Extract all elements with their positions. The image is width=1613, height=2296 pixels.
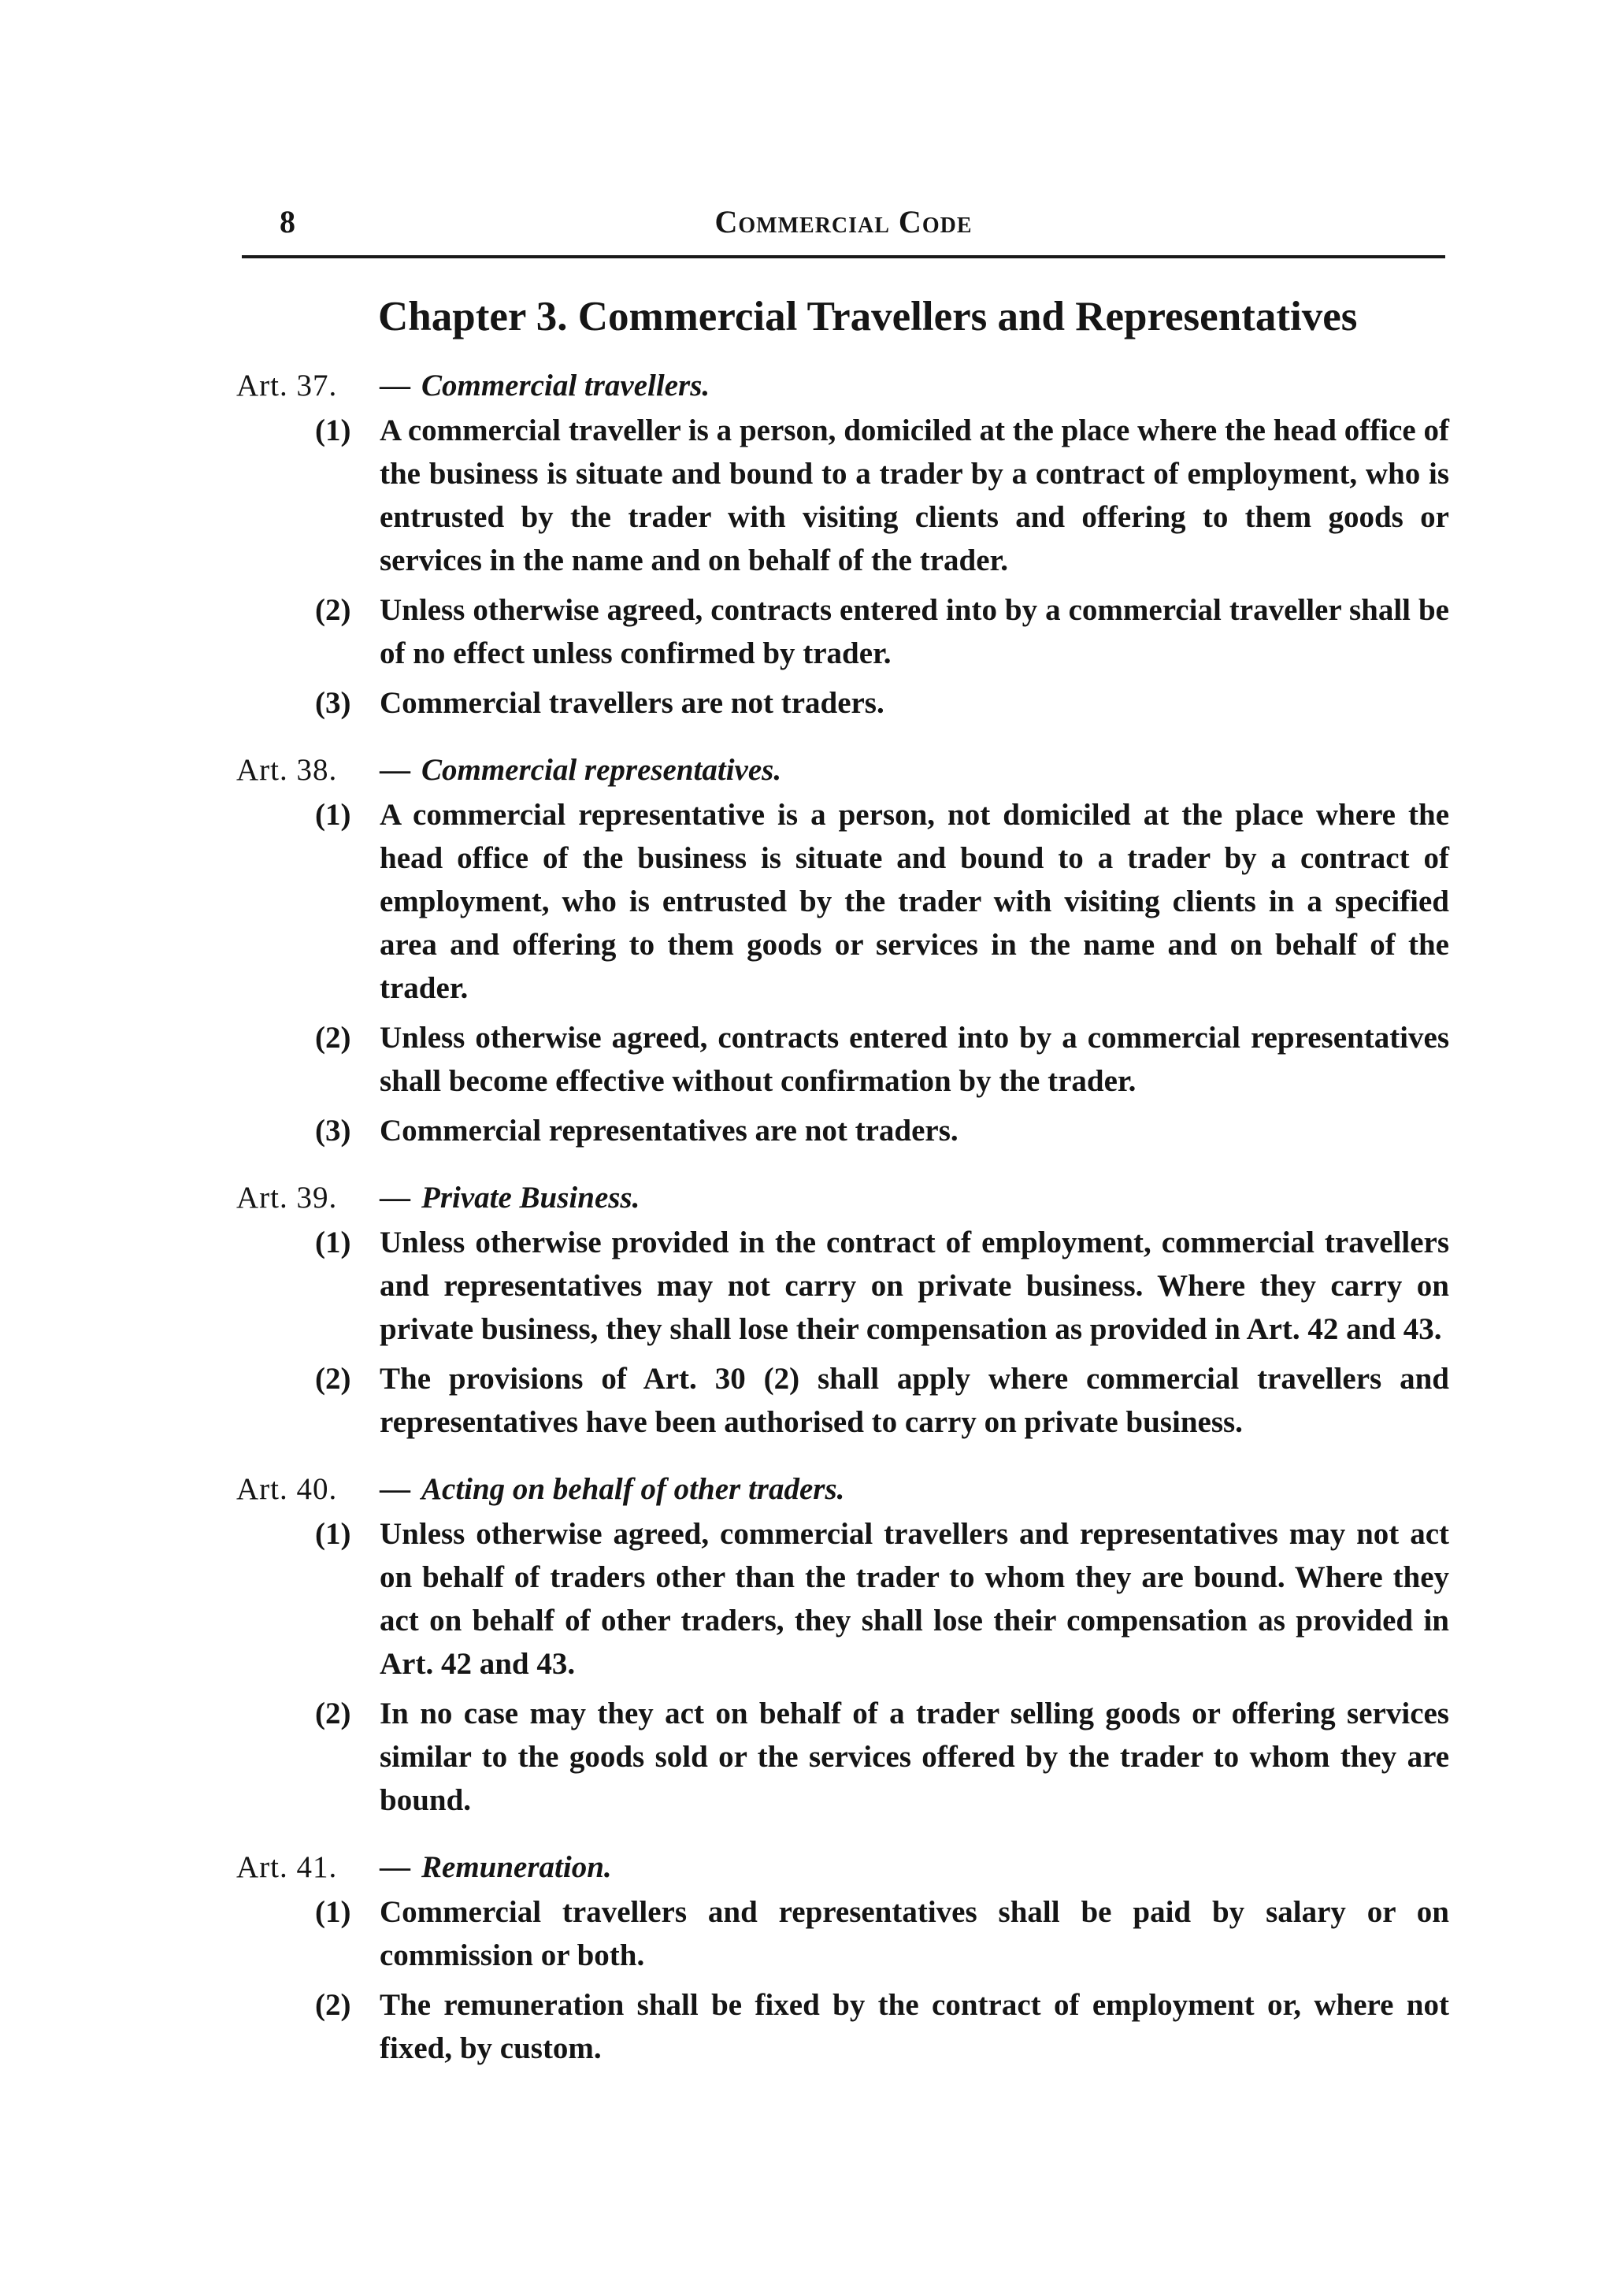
paragraph: [236, 793, 1449, 1010]
article-dash: —: [380, 1850, 410, 1884]
article-heading: [236, 1467, 1449, 1511]
article-heading: [236, 1176, 1449, 1219]
article-title-text: Private Business.: [421, 1181, 640, 1215]
paragraph-text: A commercial traveller is a person, domiciled at the place where the head office of the business is situate and bound to a trader by a contract of employment, who is entrusted by the trader with visiting clients and offering to them goods or services in the name and on behalf of the trader.: [380, 414, 1449, 577]
article-dash: —: [380, 1181, 410, 1215]
article-dash: —: [380, 1472, 410, 1506]
paragraph-number: (2): [315, 1021, 351, 1055]
page-body: [236, 364, 1449, 2094]
page-number: 8: [280, 204, 295, 239]
paragraph: [236, 1221, 1449, 1351]
paragraph-number: (1): [315, 798, 351, 832]
paragraph-number: (2): [315, 593, 351, 627]
article-number: Art. 37.: [236, 369, 338, 402]
article-title-text: Commercial travellers.: [421, 369, 710, 402]
article-title: [380, 1467, 844, 1511]
paragraph-text: Unless otherwise provided in the contract of employment, commercial travellers and representatives may not carry on private business. Where they carry on private business, they shall lose their compensation as provided in Art. 42 and 43.: [380, 1226, 1449, 1346]
paragraph: [236, 1512, 1449, 1686]
article-title: [380, 364, 710, 407]
paragraph: [236, 1357, 1449, 1444]
article-number: Art. 41.: [236, 1850, 338, 1884]
article-heading: [236, 1845, 1449, 1889]
paragraph-text: In no case may they act on behalf of a trader selling goods or offering services similar to the goods sold or the services offered by the trader to whom they are bound.: [380, 1697, 1449, 1817]
paragraph: [236, 409, 1449, 582]
paragraph-text: The provisions of Art. 30 (2) shall apply where commercial travellers and representatives have been authorised to carry on private business.: [380, 1362, 1449, 1439]
article-title: [380, 1845, 612, 1889]
chapter-title: Chapter 3. Commercial Travellers and Representatives: [378, 294, 1358, 339]
article-37: [236, 364, 1449, 725]
article-number: Art. 38.: [236, 753, 338, 787]
paragraph: [236, 1692, 1449, 1822]
paragraph-number: (2): [315, 1697, 351, 1730]
paragraph-text: Unless otherwise agreed, commercial travellers and representatives may not act on behalf of traders other than the trader to whom they are bound. Where they act on behalf of other traders, they shall lose their compensation as provided in Art. 42 and 43.: [380, 1517, 1449, 1681]
header-rule: [242, 255, 1445, 258]
paragraph-number: (1): [315, 1895, 351, 1929]
article-number: Art. 39.: [236, 1181, 338, 1215]
paragraph: [236, 1109, 1449, 1152]
paragraph-text: Commercial travellers and representatives shall be paid by salary or on commission or both.: [380, 1895, 1449, 1972]
paragraph: [236, 681, 1449, 725]
paragraph-number: (3): [315, 1114, 351, 1148]
article-title-text: Commercial representatives.: [421, 753, 782, 787]
article-38: [236, 748, 1449, 1152]
article-heading: [236, 364, 1449, 407]
paragraph-text: Commercial travellers are not traders.: [380, 686, 884, 720]
article-title: [380, 1176, 640, 1219]
article-41: [236, 1845, 1449, 2070]
article-title: [380, 748, 781, 792]
paragraph-text: Unless otherwise agreed, contracts entered into by a commercial traveller shall be of no effect unless confirmed by trader.: [380, 593, 1449, 670]
paragraph: [236, 1016, 1449, 1103]
paragraph-text: Commercial representatives are not traders.: [380, 1114, 959, 1148]
paragraph-number: (3): [315, 686, 351, 720]
paragraph-number: (1): [315, 1517, 351, 1551]
article-number: Art. 40.: [236, 1472, 338, 1506]
article-39: [236, 1176, 1449, 1444]
paragraph-number: (1): [315, 414, 351, 447]
paragraph-text: A commercial representative is a person, not domiciled at the place where the head office of the business is situate and bound to a trader by a contract of employment, who is entrusted by the trader with visiting clients in a specified area and offering to them goods or services in the name and on behalf of the trader.: [380, 798, 1449, 1005]
running-title: Commercial Code: [714, 204, 973, 239]
page-header: [242, 203, 1445, 250]
article-heading: [236, 748, 1449, 792]
article-40: [236, 1467, 1449, 1822]
paragraph-text: Unless otherwise agreed, contracts entered into by a commercial representatives shall become effective without confirmation by the trader.: [380, 1021, 1449, 1098]
paragraph-number: (2): [315, 1362, 351, 1396]
article-dash: —: [380, 369, 410, 402]
paragraph-text: The remuneration shall be fixed by the contract of employment or, where not fixed, by custom.: [380, 1988, 1449, 2065]
paragraph: [236, 1983, 1449, 2070]
paragraph: [236, 1890, 1449, 1977]
paragraph: [236, 588, 1449, 675]
paragraph-number: (1): [315, 1226, 351, 1259]
article-title-text: Acting on behalf of other traders.: [421, 1472, 845, 1506]
article-title-text: Remuneration.: [421, 1850, 612, 1884]
article-dash: —: [380, 753, 410, 787]
paragraph-number: (2): [315, 1988, 351, 2022]
